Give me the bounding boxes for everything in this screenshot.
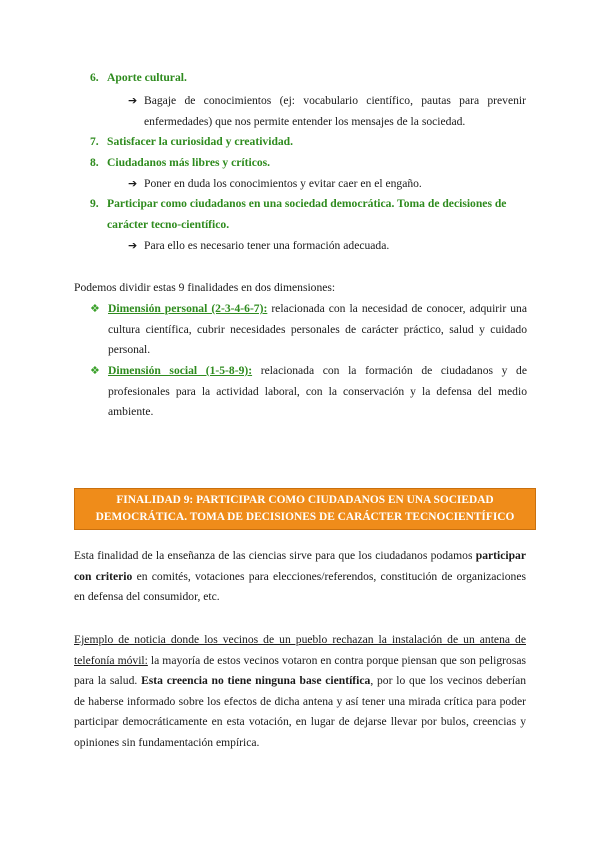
banner-line-1: FINALIDAD 9: PARTICIPAR COMO CIUDADANOS EN UNA SOCIEDAD (116, 494, 494, 506)
paragraph-bold: Esta creencia no tiene ninguna base científica (141, 674, 371, 687)
diamond-icon: ❖ (90, 364, 100, 377)
dimension-social (90, 361, 527, 423)
dimension-title: Dimensión personal (2-3-4-6-7): (108, 302, 268, 315)
list-label: Participar como ciudadanos en una sociedad democrática. Toma de decisiones de carácter tecno-científico. (107, 197, 507, 231)
paragraph-bold: participar con criterio (74, 549, 526, 583)
dimension-text: relacionada con la formación de ciudadanos y de profesionales para la actividad laboral, con la conservación y la defensa del medio ambiente. (108, 364, 527, 418)
list-number: 9. (90, 197, 99, 210)
dimension-title: Dimensión social (1-5-8-9): (108, 364, 253, 377)
arrow-icon: ➔ (128, 177, 138, 190)
list-item-7 (90, 132, 530, 153)
section-banner (74, 488, 536, 530)
sub-point-8 (128, 174, 526, 195)
sub-point-9 (128, 236, 526, 257)
list-label: Satisfacer la curiosidad y creatividad. (107, 135, 294, 148)
paragraph-purpose (74, 546, 526, 608)
sub-point-text: Bagaje de conocimientos (ej: vocabulario científico, pautas para prevenir enfermedades) que nos permite entender los mensajes de la sociedad. (144, 94, 526, 128)
list-number: 8. (90, 156, 99, 169)
dimension-text: relacionada con la necesidad de conocer, adquirir una cultura científica, cubrir necesidades personales de carácter práctico, salud y cuidado personal. (108, 302, 527, 356)
dimension-personal (90, 299, 527, 361)
diamond-icon: ❖ (90, 302, 100, 315)
paragraph-text: la mayoría de estos vecinos votaron en contra porque piensan que son peligrosas para la salud. (74, 653, 526, 687)
list-number: 6. (90, 71, 99, 84)
paragraph-text: , por lo que los vecinos deberían de haberse informado sobre los efectos de dicha antena y así tener una mirada crítica para poder participar democráticamente en esta votación, en lugar de dejarse llevar por bulos, creencias y opiniones sin fundamentación empírica. (74, 674, 527, 749)
paragraph-example (74, 630, 526, 753)
list-item-9 (90, 194, 526, 235)
sub-point-text: Para ello es necesario tener una formación adecuada. (144, 239, 390, 252)
list-item-6 (90, 68, 530, 89)
dimensions-intro: Podemos dividir estas 9 finalidades en dos dimensiones: (74, 281, 336, 294)
list-label: Ciudadanos más libres y críticos. (107, 156, 271, 169)
sub-point-6 (128, 91, 526, 132)
list-number: 7. (90, 135, 99, 148)
banner-line-2: DEMOCRÁTICA. TOMA DE DECISIONES DE CARÁCTER TECNOCIENTÍFICO (95, 511, 515, 523)
arrow-icon: ➔ (128, 94, 138, 107)
arrow-icon: ➔ (128, 239, 138, 252)
paragraph-text: en comités, votaciones para elecciones/referendos, constitución de organizaciones en defensa del consumidor, etc. (74, 569, 526, 603)
paragraph-text: Esta finalidad de la enseñanza de las ciencias sirve para que los ciudadanos podamos (74, 549, 476, 562)
list-item-8 (90, 153, 530, 174)
example-heading: Ejemplo de noticia donde los vecinos de un pueblo rechazan la instalación de un antena de telefonía móvil: (74, 633, 526, 667)
list-label: Aporte cultural. (107, 71, 187, 84)
sub-point-text: Poner en duda los conocimientos y evitar caer en el engaño. (144, 177, 422, 190)
